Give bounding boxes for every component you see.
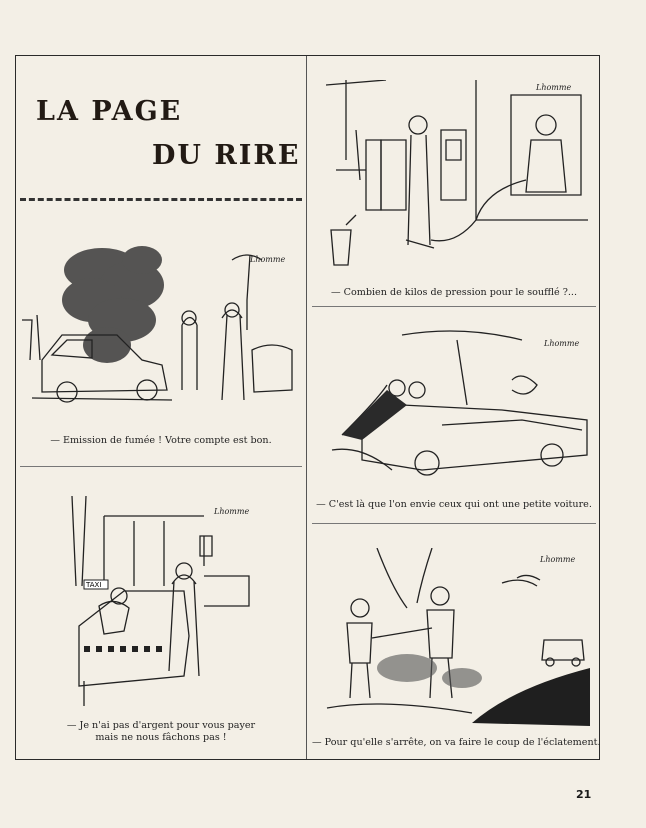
cartoon-convertible — [322, 330, 590, 490]
cartoon-roadside — [322, 548, 590, 726]
cartoon-taxi — [64, 496, 250, 706]
cartoon-2-caption-line2: mais ne nous fâchons pas ! — [95, 732, 227, 743]
cartoon-1-signature: Lhomme — [250, 255, 286, 264]
column-divider — [306, 56, 307, 759]
cartoon-5-signature: Lhomme — [540, 555, 576, 564]
cartoon-gas-station — [326, 80, 588, 275]
cartoon-2-caption-line1: — Je n'ai pas d'argent pour vous payer — [66, 720, 256, 731]
cartoon-4-caption: — C'est là que l'on envie ceux qui ont une petite voiture. — [316, 499, 592, 510]
page-title-line2: DU RIRE — [152, 140, 301, 171]
cartoon-smoking-car — [22, 240, 300, 425]
taxi-sign: TAXI — [86, 581, 102, 589]
cartoon-4-signature: Lhomme — [544, 339, 580, 348]
cartoon-5-caption: — Pour qu'elle s'arrête, on va faire le coup de l'éclatement. — [312, 737, 601, 748]
cartoon-3-signature: Lhomme — [536, 83, 572, 92]
page-title-line1: LA PAGE — [36, 96, 183, 127]
right-separator-2 — [312, 523, 596, 524]
cartoon-2-signature: Lhomme — [214, 507, 250, 516]
cartoon-3-caption: — Combien de kilos de pression pour le soufflé ?... — [330, 287, 578, 298]
left-separator — [20, 466, 302, 467]
title-dashed-rule — [20, 198, 302, 201]
right-separator-1 — [312, 306, 596, 307]
page-number: 21 — [576, 788, 592, 801]
cartoon-1-caption: — Emission de fumée ! Votre compte est bon. — [50, 435, 272, 446]
